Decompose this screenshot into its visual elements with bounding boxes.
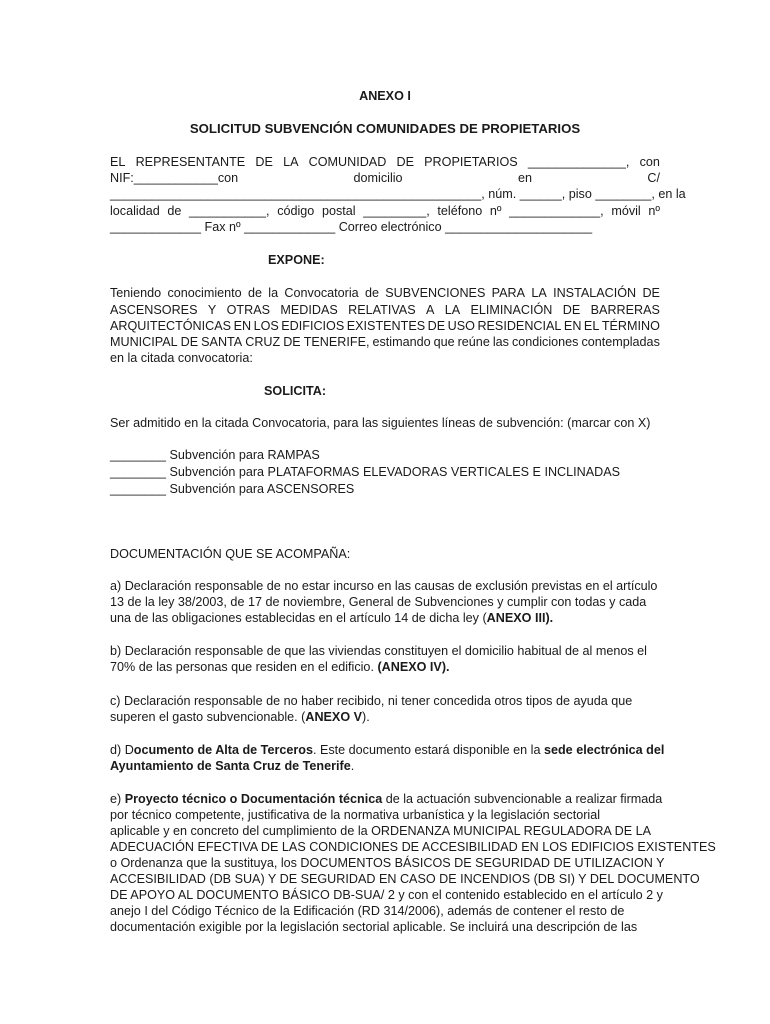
word: contempladas (581, 335, 660, 349)
item-b (110, 643, 660, 675)
rep-word: nº (489, 204, 502, 218)
item-a-line: 13 de la ley 38/2003, de 17 de noviembre, General de Subvenciones y cumplir con todas y cada (110, 595, 647, 609)
word: DE (427, 319, 446, 333)
item-e-line: DE APOYO AL DOCUMENTO BÁSICO DB-SUA/ 2 y con el contenido establecido en el artículo 2 y (110, 888, 663, 902)
word: Convocatoria (284, 286, 359, 300)
rep-word: ______________, (527, 155, 630, 169)
rep-word: nº (648, 204, 660, 218)
word: Teniendo (110, 286, 162, 300)
rep-word: postal (321, 204, 356, 218)
item-e (110, 791, 716, 935)
rep-word: EL (110, 155, 126, 169)
solicita-heading: SOLICITA: (264, 384, 327, 398)
item-d-line (110, 758, 660, 774)
word: Y (207, 303, 217, 317)
rep-word: C/ (647, 171, 660, 185)
contact-line: _____________ Fax nº _____________ Correo electrónico _____________________ (110, 220, 593, 234)
word: EL (583, 319, 600, 333)
rep-word: con (639, 155, 660, 169)
item-d-text: . Este documento estará disponible en la (312, 743, 544, 757)
word: ASCENSORES (110, 303, 198, 317)
word: SUBVENCIONES (385, 286, 486, 300)
word: RESIDENCIAL (477, 319, 562, 333)
item-e-line: ACCESIBILIDAD (DB SUA) Y DE SEGURIDAD EN CASO DE INCENDIOS (DB SI) Y DEL DOCUMENTO (110, 872, 700, 886)
word: OTRAS (226, 303, 271, 317)
item-e-line: aplicable y en concreto del cumplimiento de la ORDENANZA MUNICIPAL REGULADORA DE LA (110, 824, 652, 838)
rep-word: DE (396, 155, 414, 169)
rep-word: COMUNIDAD (308, 155, 387, 169)
rep-word: móvil (611, 204, 641, 218)
item-d-line (110, 742, 665, 758)
item-a-line: a) Declaración responsable de no estar incurso en las causas de exclusión previstas en el artículo (110, 579, 658, 593)
expone-heading: EXPONE: (268, 253, 325, 267)
item-e-line: o Ordenanza que la sustituya, los DOCUMENTOS BÁSICOS DE SEGURIDAD DE UTILIZACION Y (110, 856, 665, 870)
item-d-end: . (350, 759, 355, 773)
item-a-text: una de las obligaciones establecidas en el artículo 14 de dicha ley ( (110, 611, 487, 625)
item-c-line (110, 709, 660, 725)
rep-word: código (277, 204, 315, 218)
word: estimando (372, 335, 431, 349)
rep-line-1 (110, 154, 660, 170)
expone-line-5: en la citada convocatoria: (110, 351, 253, 365)
rep-word: DE (255, 155, 273, 169)
rep-word: localidad (110, 204, 160, 218)
word: la (268, 286, 279, 300)
item-d (110, 742, 665, 774)
rep-line-4 (110, 203, 660, 219)
item-e-line: documentación exigible por la legislación sectorial aplicable. Se incluirá una descripción de las (110, 920, 638, 934)
item-c-line: c) Declaración responsable de no haber recibido, ni tener concedida otros tipos de ayuda que (110, 694, 633, 708)
word: LA (444, 303, 461, 317)
item-d-prefix: d) D (110, 743, 134, 757)
item-a (110, 578, 660, 626)
rep-line-2 (110, 170, 660, 186)
word: PARA (491, 286, 526, 300)
rep-word: teléfono (437, 204, 483, 218)
rep-word: PROPIETARIOS (424, 155, 518, 169)
word: ELIMINACIÓN (470, 303, 553, 317)
word: TÉRMINO (601, 319, 660, 333)
word: las (492, 335, 509, 349)
word: EN (233, 319, 252, 333)
option-ramps: ________ Subvención para RAMPAS (110, 448, 320, 462)
word: BARRERAS (590, 303, 660, 317)
item-b-text: 70% de las personas que residen en el edificio. (110, 660, 378, 674)
word: DE (180, 335, 199, 349)
rep-word: _________, (363, 204, 430, 218)
word: conocimiento (167, 286, 242, 300)
word: USO (447, 319, 475, 333)
word: SANTA (201, 335, 243, 349)
word: reúne (457, 335, 490, 349)
word: DE (283, 335, 301, 349)
word: A (425, 303, 435, 317)
word: de (364, 286, 379, 300)
item-c-end: ). (362, 710, 370, 724)
rep-word: ___________, (189, 204, 270, 218)
proyecto-tecnico-label: Proyecto técnico o Documentación técnica (124, 792, 383, 806)
item-e-line (110, 791, 663, 807)
word: MEDIDAS (280, 303, 338, 317)
item-e-prefix: e) (110, 792, 125, 806)
word: que (433, 335, 455, 349)
expone-line-1 (110, 285, 660, 301)
documentation-heading: DOCUMENTACIÓN QUE SE ACOMPAÑA: (110, 547, 351, 561)
annex-iv-ref: (ANEXO IV). (377, 660, 450, 674)
annex-v-ref: ANEXO V (305, 710, 363, 724)
word: EDIFICIOS (281, 319, 345, 333)
rep-word: LA (283, 155, 299, 169)
nif-field: NIF:____________con (110, 171, 239, 185)
solicita-text: Ser admitido en la citada Convocatoria, para las siguientes líneas de subvención: (marcar con X) (110, 416, 651, 430)
word: TENERIFE, (303, 335, 370, 349)
expone-line-4 (110, 334, 660, 350)
rep-word: domicilio (353, 171, 403, 185)
item-e-text: de la actuación subvencionable a realizar firmada (382, 792, 663, 806)
ayuntamiento-label: Ayuntamiento de Santa Cruz de Tenerife (110, 759, 351, 773)
word: DE (562, 303, 581, 317)
item-e-line: por técnico competente, justificativa de la normativa urbanística y la legislación sectorial (110, 808, 601, 822)
word: DE (642, 286, 660, 300)
expone-line-3 (110, 318, 660, 334)
item-e-line: anejo I del Código Técnico de la Edificación (RD 314/2006), además de contener el resto de (110, 904, 625, 918)
annex-iii-ref: ANEXO III). (486, 611, 554, 625)
address-line: _____________________________________________________, núm. ______, piso ________, en la (110, 187, 686, 201)
word: EXISTENTES (346, 319, 426, 333)
item-b-line: b) Declaración responsable de que las viviendas constituyen el domicilio habitual de al menos el (110, 644, 647, 658)
annex-title: ANEXO I (359, 89, 411, 103)
word: de (247, 286, 262, 300)
alta-terceros-label: ocumento de Alta de Terceros (133, 743, 313, 757)
option-elevators: ________ Subvención para ASCENSORES (110, 482, 355, 496)
expone-line-2 (110, 302, 660, 318)
word: INSTALACIÓN (553, 286, 637, 300)
item-c (110, 693, 660, 725)
rep-word: de (167, 204, 182, 218)
word: LA (531, 286, 547, 300)
item-b-line (110, 659, 660, 675)
item-c-text: superen el gasto subvencionable. ( (110, 710, 306, 724)
item-e-line: ADECUACIÓN EFECTIVA DE LAS CONDICIONES DE ACCESIBILIDAD EN LOS EDIFICIOS EXISTENTES (110, 840, 716, 854)
rep-word: _____________, (509, 204, 604, 218)
rep-word: REPRESENTANTE (135, 155, 246, 169)
item-a-line (110, 610, 660, 626)
word: RELATIVAS (348, 303, 416, 317)
word: CRUZ (245, 335, 281, 349)
option-platforms: ________ Subvención para PLATAFORMAS ELEVADORAS VERTICALES E INCLINADAS (110, 465, 621, 479)
word: EN (563, 319, 582, 333)
word: ARQUITECTÓNICAS (110, 319, 232, 333)
sede-electronica-label: sede electrónica del (543, 743, 665, 757)
word: condiciones (511, 335, 579, 349)
rep-word: en (517, 171, 532, 185)
word: LOS (253, 319, 279, 333)
main-title: SOLICITUD SUBVENCIÓN COMUNIDADES DE PROPIETARIOS (189, 121, 581, 136)
word: MUNICIPAL (110, 335, 178, 349)
